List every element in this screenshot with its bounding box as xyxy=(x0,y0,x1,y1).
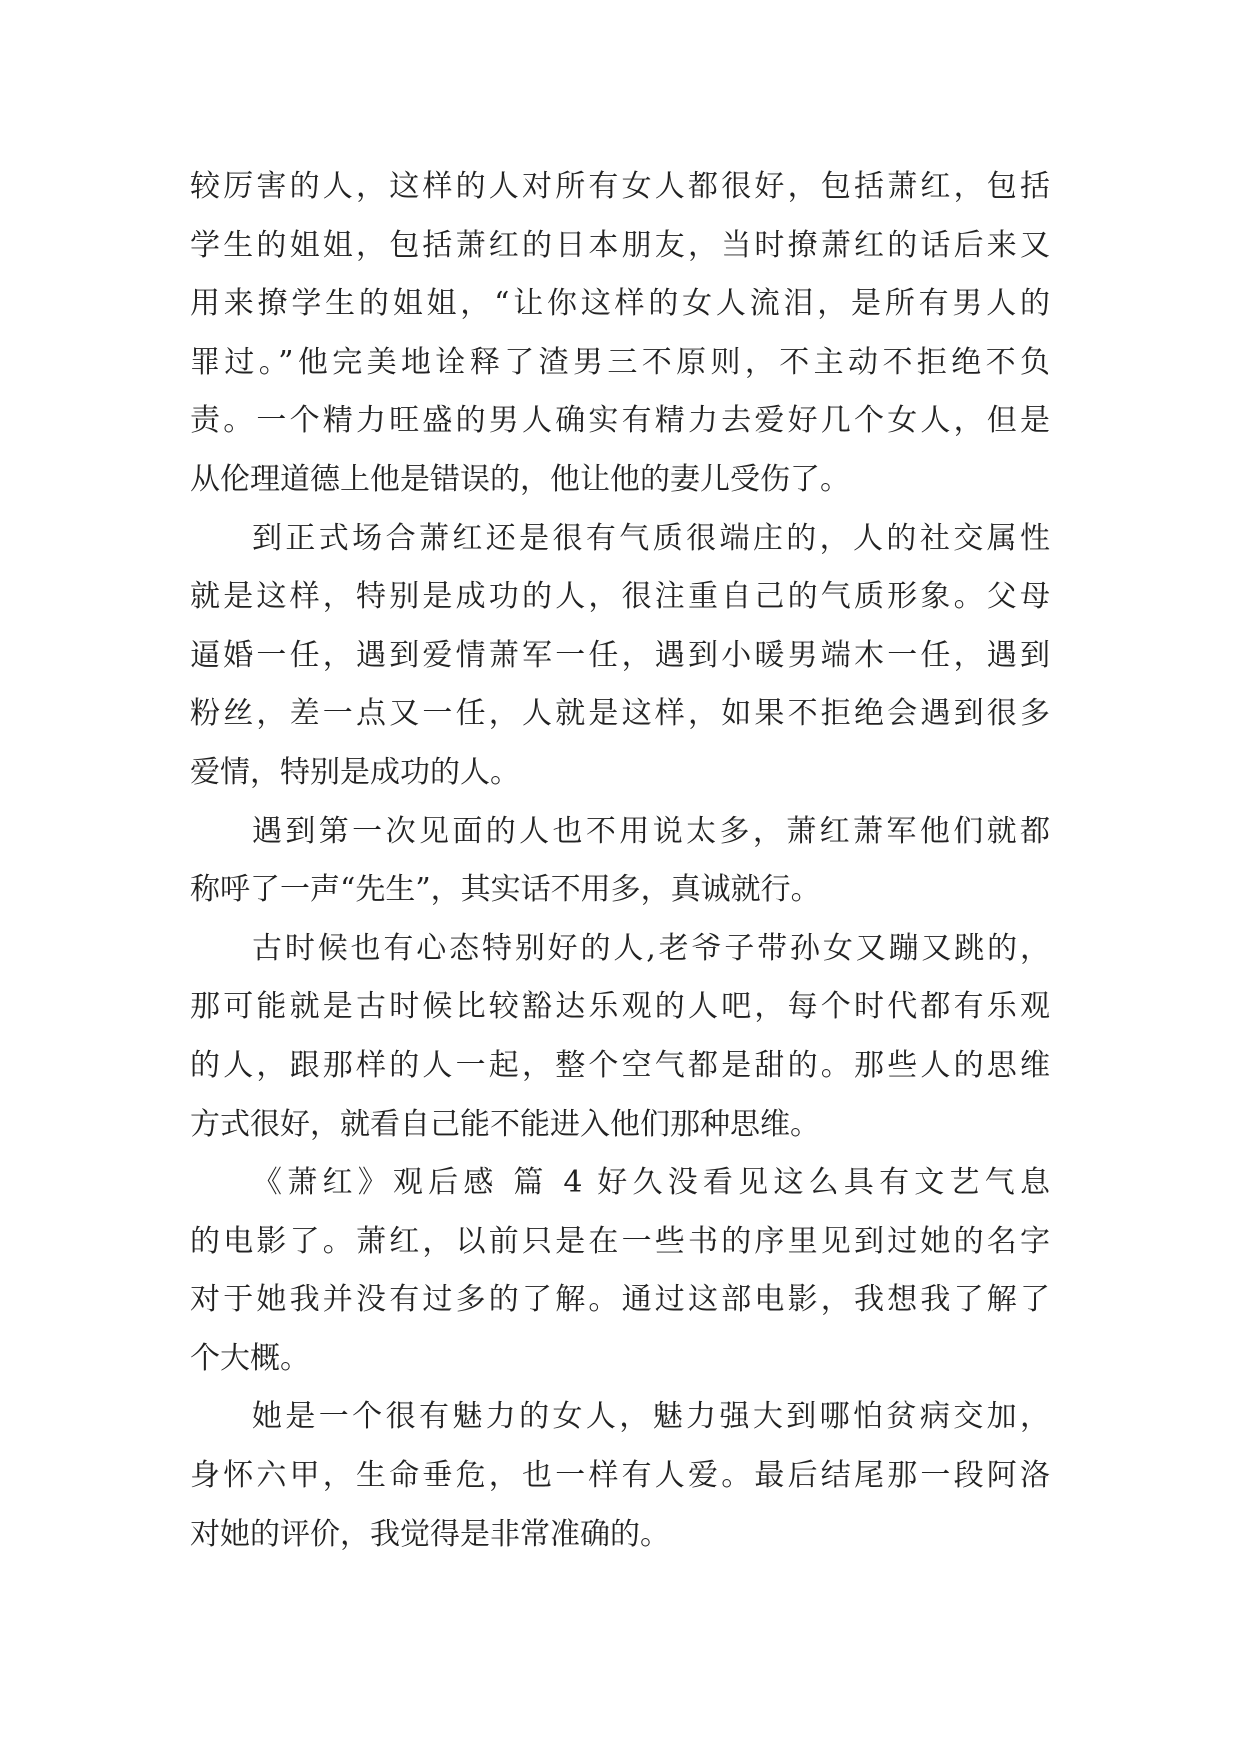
text-line: 逼婚一任，遇到爱情萧军一任，遇到小暖男端木一任，遇到 xyxy=(190,637,1050,673)
text-line: 到正式场合萧红还是很有气质很端庄的，人的社交属性 xyxy=(252,520,1050,556)
text-line: 责。一个精力旺盛的男人确实有精力去爱好几个女人，但是 xyxy=(190,403,1050,439)
text-line: 称呼了一声“先生”，其实话不用多，真诚就行。 xyxy=(190,872,821,908)
text-line: 她是一个很有魅力的女人，魅力强大到哪怕贫病交加， xyxy=(252,1399,1050,1435)
text-line: 从伦理道德上他是错误的，他让他的妻儿受伤了。 xyxy=(190,461,850,497)
text-line: 对于她我并没有过多的了解。通过这部电影，我想我了解了 xyxy=(190,1282,1050,1318)
text-line: 对她的评价，我觉得是非常准确的。 xyxy=(190,1516,670,1552)
text-line: 个大概。 xyxy=(190,1340,310,1376)
text-line: 的人，跟那样的人一起，整个空气都是甜的。那些人的思维 xyxy=(190,1047,1050,1083)
text-line: 那可能就是古时候比较豁达乐观的人吧，每个时代都有乐观 xyxy=(190,989,1050,1025)
text-line: 用来撩学生的姐姐，“让你这样的女人流泪，是所有男人的 xyxy=(190,286,1050,322)
text-line: 粉丝，差一点又一任，人就是这样，如果不拒绝会遇到很多 xyxy=(190,696,1050,732)
text-line: 罪过。”他完美地诠释了渣男三不原则，不主动不拒绝不负 xyxy=(190,344,1050,380)
text-line: 就是这样，特别是成功的人，很注重自己的气质形象。父母 xyxy=(190,579,1050,615)
text-line: 较厉害的人，这样的人对所有女人都很好，包括萧红，包括 xyxy=(190,169,1050,204)
text-line: 的电影了。萧红，以前只是在一些书的序里见到过她的名字 xyxy=(190,1223,1050,1259)
body-text xyxy=(190,158,1050,1564)
text-line: 遇到第一次见面的人也不用说太多，萧红萧军他们就都 xyxy=(252,813,1050,849)
text-line: 《萧红》观后感 篇 4 好久没看见这么具有文艺气息 xyxy=(252,1165,1050,1201)
text-line: 爱情，特别是成功的人。 xyxy=(190,754,520,790)
text-line: 古时候也有心态特别好的人,老爷子带孙女又蹦又跳的， xyxy=(252,930,1050,966)
text-line: 身怀六甲，生命垂危，也一样有人爱。最后结尾那一段阿洛 xyxy=(190,1458,1050,1494)
text-line: 学生的姐姐，包括萧红的日本朋友，当时撩萧红的话后来又 xyxy=(190,227,1050,263)
text-line: 方式很好，就看自己能不能进入他们那种思维。 xyxy=(190,1106,820,1142)
